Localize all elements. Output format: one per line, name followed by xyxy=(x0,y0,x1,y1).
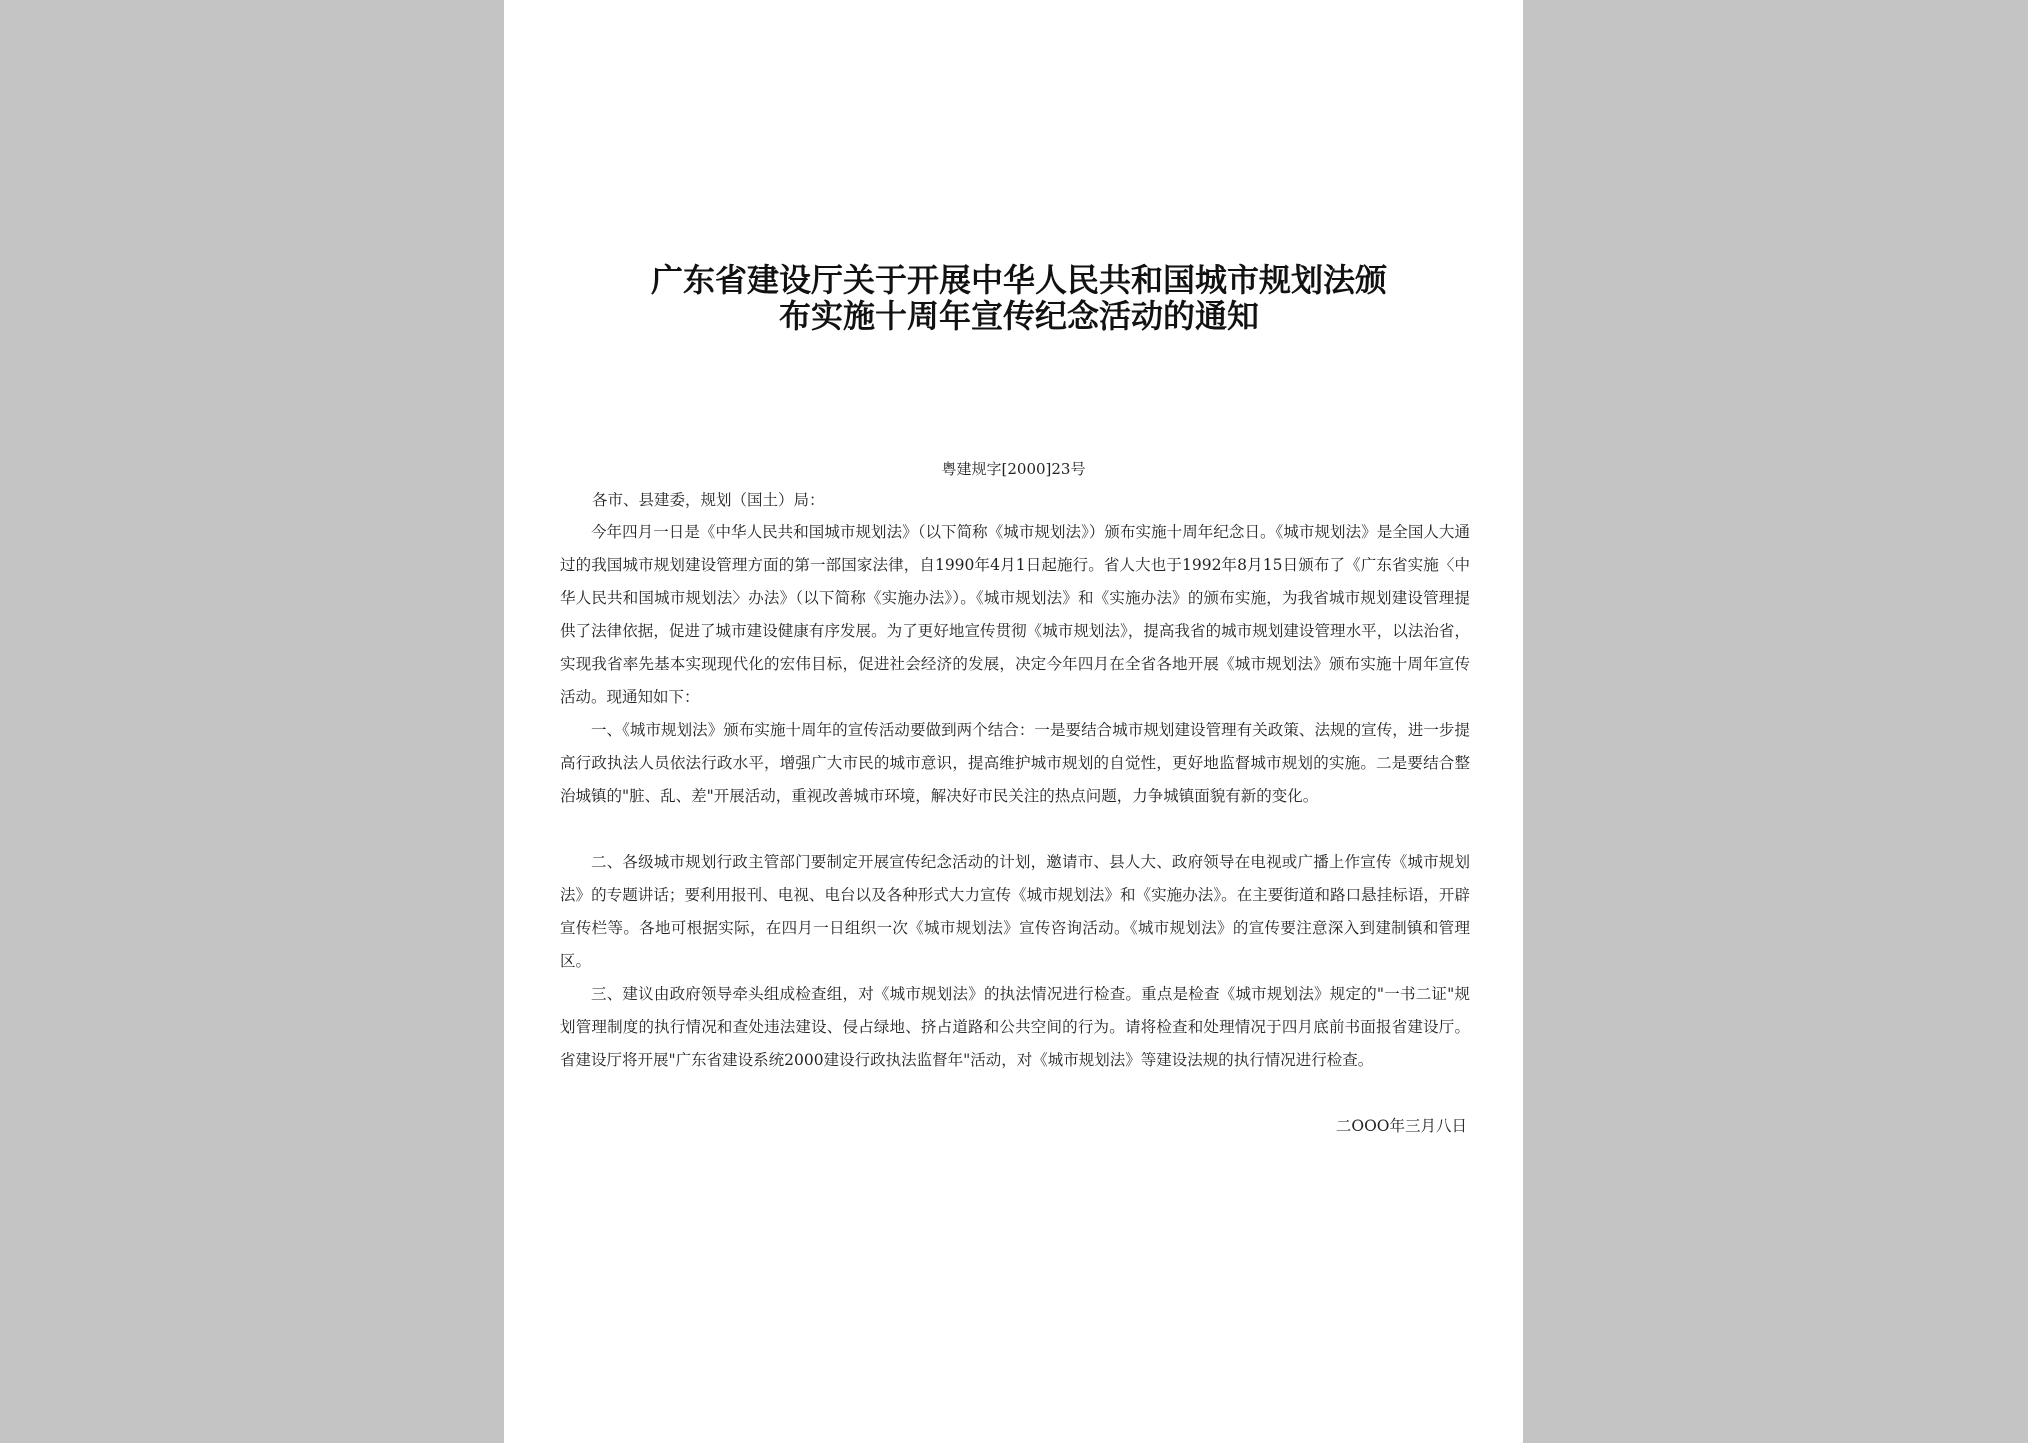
document-title xyxy=(594,262,1444,334)
title-line-2: 布实施十周年宣传纪念活动的通知 xyxy=(778,297,1259,335)
document-date: 二OOO年三月八日 xyxy=(1335,1117,1467,1135)
salutation: 各市、县建委，规划（国土）局： xyxy=(592,491,825,509)
paragraph-item-2: 二、各级城市规划行政主管部门要制定开展宣传纪念活动的计划，邀请市、县人大、政府领导在电视或广播上作宣传《城市规划法》的专题讲话；要利用报刊、电视、电台以及各种形式大力宣传《城市规划法》和《实施办法》。在主要街道和路口悬挂标语，开辟宣传栏等。各地可根据实际，在四月一日组织一次《城市规划法》宣传咨询活动。《城市规划法》的宣传要注意深入到建制镇和管理区。 xyxy=(560,853,1470,970)
paragraph-intro: 今年四月一日是《中华人民共和国城市规划法》（以下简称《城市规划法》）颁布实施十周年纪念日。《城市规划法》是全国人大通过的我国城市规划建设管理方面的第一部国家法律，自1990年4月1日起施行。省人大也于1992年8月15日颁布了《广东省实施〈中华人民共和国城市规划法〉办法》（以下简称《实施办法》）。《城市规划法》和《实施办法》的颁布实施，为我省城市规划建设管理提供了法律依据，促进了城市建设健康有序发展。为了更好地宣传贯彻《城市规划法》，提高我省的城市规划建设管理水平，以法治省，实现我省率先基本实现现代化的宏伟目标，促进社会经济的发展，决定今年四月在全省各地开展《城市规划法》颁布实施十周年宣传活动。现通知如下： xyxy=(560,523,1470,706)
document-number: 粤建规字[2000]23号 xyxy=(941,460,1086,478)
document-page xyxy=(504,0,1523,1443)
paragraph-item-3: 三、建议由政府领导牵头组成检查组，对《城市规划法》的执法情况进行检查。重点是检查《城市规划法》规定的"一书二证"规划管理制度的执行情况和查处违法建设、侵占绿地、挤占道路和公共空间的行为。请将检查和处理情况于四月底前书面报省建设厅。省建设厅将开展"广东省建设系统2000建设行政执法监督年"活动，对《城市规划法》等建设法规的执行情况进行检查。 xyxy=(560,985,1470,1069)
paragraph-item-1: 一、《城市规划法》颁布实施十周年的宣传活动要做到两个结合：一是要结合城市规划建设管理有关政策、法规的宣传，进一步提高行政执法人员依法行政水平，增强广大市民的城市意识，提高维护城市规划的自觉性，更好地监督城市规划的实施。二是要结合整治城镇的"脏、乱、差"开展活动，重视改善城市环境，解决好市民关注的热点问题，力争城镇面貌有新的变化。 xyxy=(560,721,1470,805)
title-line-1: 广东省建设厅关于开展中华人民共和国城市规划法颁 xyxy=(650,261,1387,299)
